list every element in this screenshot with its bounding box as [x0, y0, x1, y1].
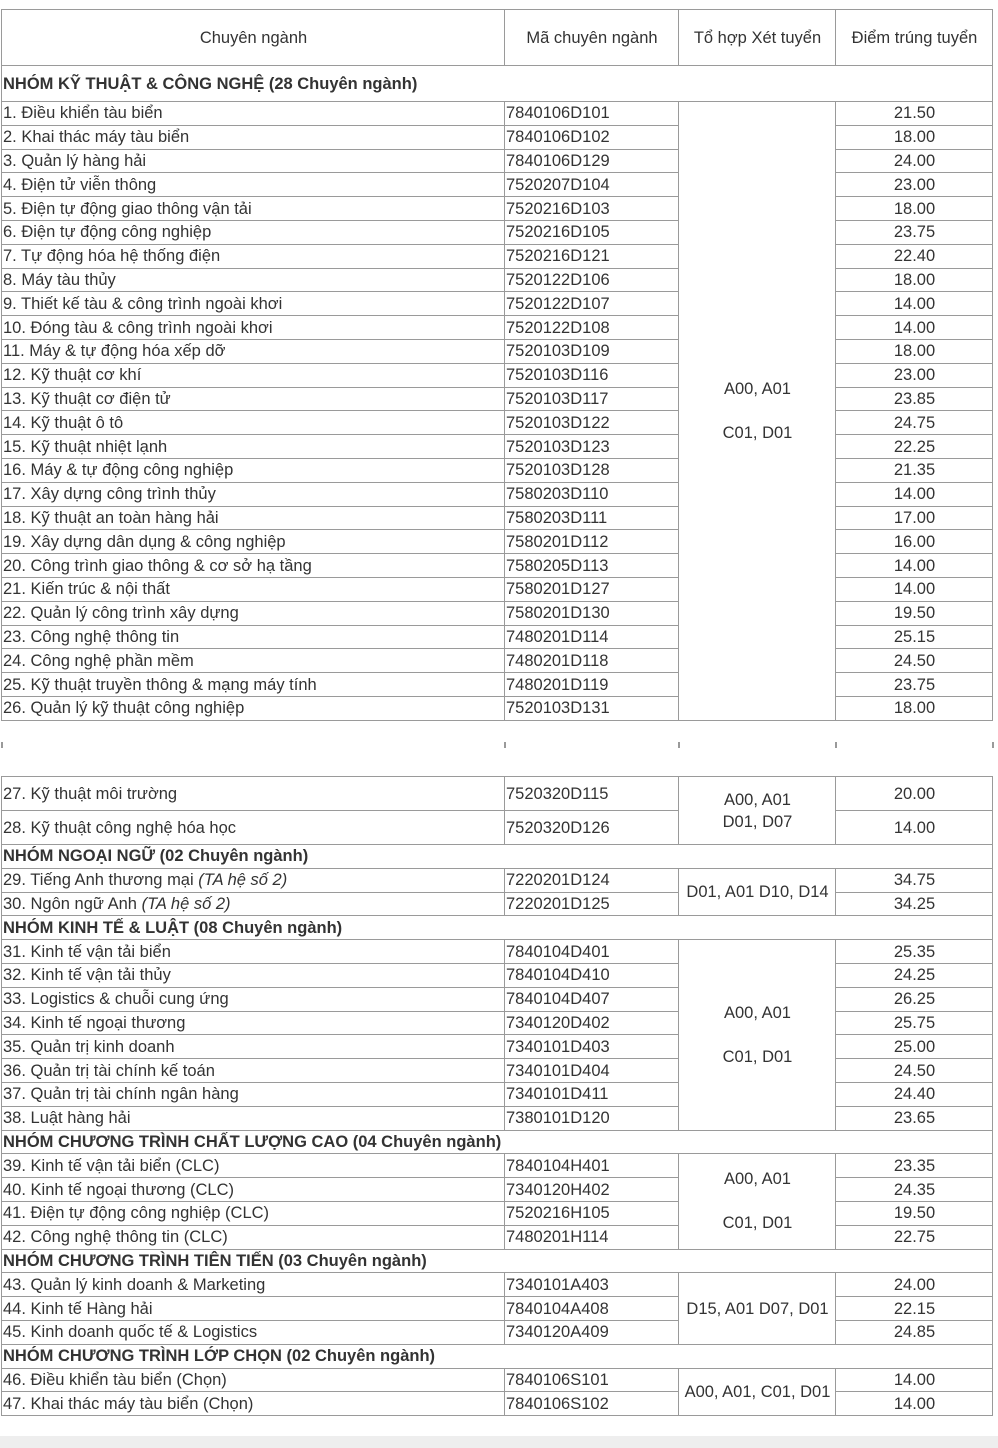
major-name-cell [2, 1368, 505, 1392]
table-row [2, 1106, 993, 1130]
table-row [2, 1297, 993, 1321]
major-name: 26. Quản lý kỹ thuật công nghiệp [3, 699, 245, 718]
table-row [2, 1392, 993, 1416]
group-title: NHÓM KINH TẾ & LUẬT (08 Chuyên ngành) [2, 916, 993, 940]
subject-combination-line: A00, A01 [724, 1170, 791, 1189]
table-row [2, 292, 993, 316]
major-name-cell [2, 1392, 505, 1416]
major-name-cell [2, 268, 505, 292]
major-name: 20. Công trình giao thông & cơ sở hạ tầng [3, 556, 312, 575]
major-name: 14. Kỹ thuật ô tô [3, 413, 124, 432]
header-major: Chuyên ngành [2, 10, 505, 66]
table-row [2, 125, 993, 149]
major-name: 25. Kỹ thuật truyền thông & mạng máy tính [3, 675, 317, 694]
admission-score: 24.35 [836, 1178, 993, 1202]
major-name: 13. Kỹ thuật cơ điện tử [3, 389, 171, 408]
admission-score: 25.00 [836, 1035, 993, 1059]
table-row [2, 625, 993, 649]
admission-score: 14.00 [836, 1368, 993, 1392]
admission-score: 18.00 [836, 696, 993, 720]
major-name: 45. Kinh doanh quốc tế & Logistics [3, 1323, 258, 1342]
major-name: 23. Công nghệ thông tin [3, 627, 180, 646]
subject-combination-line: C01, D01 [722, 1047, 793, 1066]
subject-combination [679, 777, 836, 845]
major-name-cell [2, 173, 505, 197]
subject-combination [679, 940, 836, 1130]
admission-score: 23.35 [836, 1154, 993, 1178]
major-name: 11. Máy & tự động hóa xếp dỡ [3, 342, 226, 361]
major-name: 35. Quản trị kinh doanh [3, 1037, 175, 1056]
table-row [2, 696, 993, 720]
subject-combination-line: D01, A01 D10, D14 [686, 883, 829, 902]
major-name-cell [2, 625, 505, 649]
admission-score: 22.40 [836, 244, 993, 268]
major-name: 8. Máy tàu thủy [3, 270, 116, 289]
admission-score: 34.75 [836, 868, 993, 892]
major-name: 22. Quản lý công trình xây dựng [3, 604, 239, 623]
major-name-cell [2, 777, 505, 811]
major-name: 1. Điều khiển tàu biển [3, 104, 163, 123]
major-name-cell [2, 601, 505, 625]
major-note: (TA hệ số 2) [198, 871, 288, 890]
admission-score: 18.00 [836, 339, 993, 363]
major-name-cell [2, 1154, 505, 1178]
table-row [2, 777, 993, 811]
major-name-cell [2, 482, 505, 506]
subject-combination-line: C01, D01 [722, 1214, 793, 1233]
major-name-cell [2, 696, 505, 720]
major-name-cell [2, 577, 505, 601]
header-score: Điểm trúng tuyển [836, 10, 993, 66]
major-code: 7520103D117 [505, 387, 679, 411]
table-row [2, 892, 993, 916]
table-row [2, 339, 993, 363]
major-code: 7520103D123 [505, 435, 679, 459]
major-name: 17. Xây dựng công trình thủy [3, 485, 216, 504]
admission-score: 34.25 [836, 892, 993, 916]
major-code: 7520216D105 [505, 220, 679, 244]
table-row [2, 987, 993, 1011]
major-code: 7520216D103 [505, 197, 679, 221]
major-name: 46. Điều khiển tàu biển (Chọn) [3, 1370, 227, 1389]
major-name-cell [2, 292, 505, 316]
group-title: NHÓM KỸ THUẬT & CÔNG NGHỆ (28 Chuyên ngành) [2, 66, 993, 102]
admission-score: 25.15 [836, 625, 993, 649]
major-name: 6. Điện tự động công nghiệp [3, 223, 212, 242]
admission-score: 17.00 [836, 506, 993, 530]
major-name: 34. Kinh tế ngoại thương [3, 1013, 186, 1032]
major-code: 7520122D107 [505, 292, 679, 316]
major-code: 7840104D410 [505, 963, 679, 987]
major-code: 7520103D122 [505, 411, 679, 435]
major-code: 7520103D131 [505, 696, 679, 720]
admission-score: 22.15 [836, 1297, 993, 1321]
table-row [2, 506, 993, 530]
table-row [2, 1035, 993, 1059]
group-title: NHÓM CHƯƠNG TRÌNH CHẤT LƯỢNG CAO (04 Chuyên ngành) [2, 1130, 993, 1154]
major-name: 44. Kinh tế Hàng hải [3, 1299, 153, 1318]
admission-score: 24.50 [836, 649, 993, 673]
major-name-cell [2, 506, 505, 530]
major-name: 40. Kinh tế ngoại thương (CLC) [3, 1180, 234, 1199]
group-title: NHÓM CHƯƠNG TRÌNH TIÊN TIẾN (03 Chuyên ngành) [2, 1249, 993, 1273]
major-code: 7580201D127 [505, 577, 679, 601]
major-code: 7340120A409 [505, 1320, 679, 1344]
major-code: 7340101A403 [505, 1273, 679, 1297]
table-row [2, 482, 993, 506]
major-code: 7840104D407 [505, 987, 679, 1011]
major-code: 7340101D411 [505, 1082, 679, 1106]
admission-score: 14.00 [836, 811, 993, 845]
table-row [2, 649, 993, 673]
admission-score: 14.00 [836, 292, 993, 316]
table-row [2, 1273, 993, 1297]
major-name: 9. Thiết kế tàu & công trình ngoài khơi [3, 294, 283, 313]
major-code: 7340101D404 [505, 1059, 679, 1083]
major-name-cell [2, 1297, 505, 1321]
major-name-cell [2, 339, 505, 363]
admission-score: 26.25 [836, 987, 993, 1011]
major-name-cell [2, 1106, 505, 1130]
major-code: 7220201D125 [505, 892, 679, 916]
admission-score: 23.85 [836, 387, 993, 411]
header-code: Mã chuyên ngành [505, 10, 679, 66]
major-name: 24. Công nghệ phần mềm [3, 651, 194, 670]
table-row [2, 1225, 993, 1249]
subject-combination [679, 868, 836, 916]
major-code: 7520103D109 [505, 339, 679, 363]
table-row [2, 268, 993, 292]
major-name-cell [2, 411, 505, 435]
table-row [2, 173, 993, 197]
major-name-cell [2, 940, 505, 964]
table-row [2, 102, 993, 126]
major-name-cell [2, 197, 505, 221]
major-code: 7580205D113 [505, 554, 679, 578]
table-row [2, 1154, 993, 1178]
major-name: 3. Quản lý hàng hải [3, 151, 147, 170]
table-row [2, 1178, 993, 1202]
admission-score: 23.65 [836, 1106, 993, 1130]
major-name: 5. Điện tự động giao thông vận tải [3, 199, 252, 218]
subject-combination-line: A00, A01 [724, 379, 791, 398]
major-name: 16. Máy & tự động công nghiệp [3, 461, 234, 480]
major-name: 19. Xây dựng dân dụng & công nghiệp [3, 532, 286, 551]
major-name: 18. Kỹ thuật an toàn hàng hải [3, 508, 219, 527]
admission-score: 24.85 [836, 1320, 993, 1344]
major-name-cell [2, 868, 505, 892]
group-header-row [2, 1344, 993, 1368]
major-name: 15. Kỹ thuật nhiệt lạnh [3, 437, 168, 456]
major-name: 28. Kỹ thuật công nghệ hóa học [3, 818, 237, 837]
major-name: 7. Tự động hóa hệ thống điện [3, 247, 221, 266]
table-row [2, 940, 993, 964]
admission-score: 19.50 [836, 1201, 993, 1225]
major-code: 7840104A408 [505, 1297, 679, 1321]
major-code: 7520207D104 [505, 173, 679, 197]
major-name: 33. Logistics & chuỗi cung ứng [3, 990, 229, 1009]
major-name-cell [2, 987, 505, 1011]
major-name-cell [2, 220, 505, 244]
table-row [2, 387, 993, 411]
subject-combination [679, 102, 836, 721]
group-header-row [2, 66, 993, 102]
table-row [2, 963, 993, 987]
subject-combination-line: D01, D07 [722, 812, 793, 831]
major-name-cell [2, 554, 505, 578]
major-name: 12. Kỹ thuật cơ khí [3, 366, 142, 385]
major-name: 32. Kinh tế vận tải thủy [3, 966, 171, 985]
major-name-cell [2, 1178, 505, 1202]
major-name: 29. Tiếng Anh thương mại [3, 871, 194, 890]
group-header-row [2, 1130, 993, 1154]
subject-combination-line: A00, A01, C01, D01 [684, 1382, 831, 1401]
table-row [2, 435, 993, 459]
table-header-row [2, 10, 993, 66]
table-row [2, 363, 993, 387]
table-row [2, 673, 993, 697]
admission-score: 24.00 [836, 1273, 993, 1297]
major-name-cell [2, 1035, 505, 1059]
table-page-break [1, 742, 993, 748]
table-row [2, 1320, 993, 1344]
major-code: 7840106D101 [505, 102, 679, 126]
major-code: 7580203D111 [505, 506, 679, 530]
table-row [2, 1059, 993, 1083]
admission-score: 23.00 [836, 363, 993, 387]
subject-combination-line: A00, A01 [724, 790, 791, 809]
major-code: 7480201D119 [505, 673, 679, 697]
table-row [2, 577, 993, 601]
major-name: 37. Quản trị tài chính ngân hàng [3, 1085, 239, 1104]
table-row [2, 316, 993, 340]
major-name-cell [2, 1225, 505, 1249]
major-note: (TA hệ số 2) [141, 894, 231, 913]
table-row [2, 1201, 993, 1225]
major-name-cell [2, 892, 505, 916]
admission-score: 22.75 [836, 1225, 993, 1249]
major-name-cell [2, 458, 505, 482]
major-name-cell [2, 1082, 505, 1106]
major-name-cell [2, 363, 505, 387]
subject-combination-line: A00, A01 [724, 1003, 791, 1022]
admission-table-part-2 [1, 776, 993, 1416]
major-code: 7480201H114 [505, 1225, 679, 1249]
major-name: 38. Luật hàng hải [3, 1109, 131, 1128]
admission-score: 23.00 [836, 173, 993, 197]
header-combo: Tổ hợp Xét tuyển [679, 10, 836, 66]
major-code: 7520103D128 [505, 458, 679, 482]
admission-score: 19.50 [836, 601, 993, 625]
major-name: 42. Công nghệ thông tin (CLC) [3, 1228, 228, 1247]
admission-score: 14.00 [836, 554, 993, 578]
major-code: 7840106S102 [505, 1392, 679, 1416]
major-code: 7840104H401 [505, 1154, 679, 1178]
major-name-cell [2, 1011, 505, 1035]
group-header-row [2, 845, 993, 869]
subject-combination [679, 1368, 836, 1416]
table-row [2, 220, 993, 244]
table-row [2, 411, 993, 435]
major-name: 31. Kinh tế vận tải biển [3, 942, 171, 961]
major-name: 27. Kỹ thuật môi trường [3, 784, 178, 803]
admission-score: 18.00 [836, 125, 993, 149]
admission-score: 25.75 [836, 1011, 993, 1035]
admission-score: 25.35 [836, 940, 993, 964]
major-name-cell [2, 125, 505, 149]
admission-score: 16.00 [836, 530, 993, 554]
major-name-cell [2, 1320, 505, 1344]
major-name: 41. Điện tự động công nghiệp (CLC) [3, 1204, 270, 1223]
admission-score: 18.00 [836, 197, 993, 221]
major-name-cell [2, 244, 505, 268]
major-code: 7520320D126 [505, 811, 679, 845]
page-bottom-strip [0, 1436, 998, 1448]
admission-score: 24.25 [836, 963, 993, 987]
admission-score: 20.00 [836, 777, 993, 811]
major-name-cell [2, 387, 505, 411]
table-row [2, 554, 993, 578]
table-row [2, 601, 993, 625]
group-header-row [2, 1249, 993, 1273]
major-code: 7480201D114 [505, 625, 679, 649]
major-name-cell [2, 811, 505, 845]
admission-score: 14.00 [836, 316, 993, 340]
table-row [2, 149, 993, 173]
major-code: 7840104D401 [505, 940, 679, 964]
table-row [2, 197, 993, 221]
major-code: 7520216H105 [505, 1201, 679, 1225]
major-code: 7520103D116 [505, 363, 679, 387]
major-name: 36. Quản trị tài chính kế toán [3, 1061, 215, 1080]
admission-score: 24.75 [836, 411, 993, 435]
table-row [2, 868, 993, 892]
major-code: 7220201D124 [505, 868, 679, 892]
subject-combination-line: D15, A01 D07, D01 [686, 1299, 829, 1318]
admission-score: 14.00 [836, 1392, 993, 1416]
admission-score: 14.00 [836, 482, 993, 506]
major-name: 2. Khai thác máy tàu biển [3, 128, 190, 147]
major-name-cell [2, 102, 505, 126]
table-row [2, 530, 993, 554]
major-code: 7520320D115 [505, 777, 679, 811]
table-row [2, 1082, 993, 1106]
major-code: 7840106S101 [505, 1368, 679, 1392]
major-name-cell [2, 649, 505, 673]
major-name-cell [2, 1273, 505, 1297]
admission-score: 21.35 [836, 458, 993, 482]
admission-score: 23.75 [836, 220, 993, 244]
group-header-row [2, 916, 993, 940]
admission-score: 24.00 [836, 149, 993, 173]
major-code: 7520122D106 [505, 268, 679, 292]
admission-score: 18.00 [836, 268, 993, 292]
major-code: 7580203D110 [505, 482, 679, 506]
major-name: 10. Đóng tàu & công trình ngoài khơi [3, 318, 273, 337]
table-row [2, 244, 993, 268]
major-code: 7580201D112 [505, 530, 679, 554]
major-name: 39. Kinh tế vận tải biển (CLC) [3, 1156, 220, 1175]
major-name-cell [2, 435, 505, 459]
major-code: 7380101D120 [505, 1106, 679, 1130]
major-code: 7520216D121 [505, 244, 679, 268]
major-name-cell [2, 1059, 505, 1083]
subject-combination [679, 1273, 836, 1344]
table-row [2, 1368, 993, 1392]
major-code: 7340120H402 [505, 1178, 679, 1202]
major-code: 7520122D108 [505, 316, 679, 340]
major-code: 7840106D102 [505, 125, 679, 149]
admission-score: 22.25 [836, 435, 993, 459]
major-code: 7840106D129 [505, 149, 679, 173]
admission-score: 21.50 [836, 102, 993, 126]
major-name-cell [2, 673, 505, 697]
major-name-cell [2, 963, 505, 987]
major-name-cell [2, 149, 505, 173]
admission-score: 24.50 [836, 1059, 993, 1083]
subject-combination-line: C01, D01 [722, 423, 793, 442]
admission-score: 14.00 [836, 577, 993, 601]
major-code: 7580201D130 [505, 601, 679, 625]
major-name-cell [2, 316, 505, 340]
major-name: 30. Ngôn ngữ Anh [3, 894, 137, 913]
major-code: 7480201D118 [505, 649, 679, 673]
table-row [2, 1011, 993, 1035]
major-name: 43. Quản lý kinh doanh & Marketing [3, 1275, 266, 1294]
major-code: 7340101D403 [505, 1035, 679, 1059]
table-row [2, 811, 993, 845]
group-title: NHÓM CHƯƠNG TRÌNH LỚP CHỌN (02 Chuyên ngành) [2, 1344, 993, 1368]
admission-table-part-1 [1, 9, 993, 721]
major-code: 7340120D402 [505, 1011, 679, 1035]
major-name: 21. Kiến trúc & nội thất [3, 580, 170, 599]
group-title: NHÓM NGOẠI NGỮ (02 Chuyên ngành) [2, 845, 993, 869]
admission-score: 23.75 [836, 673, 993, 697]
table-row [2, 458, 993, 482]
major-name-cell [2, 1201, 505, 1225]
admission-score: 24.40 [836, 1082, 993, 1106]
major-name-cell [2, 530, 505, 554]
subject-combination [679, 1154, 836, 1249]
major-name: 4. Điện tử viễn thông [3, 175, 157, 194]
major-name: 47. Khai thác máy tàu biển (Chọn) [3, 1394, 254, 1413]
